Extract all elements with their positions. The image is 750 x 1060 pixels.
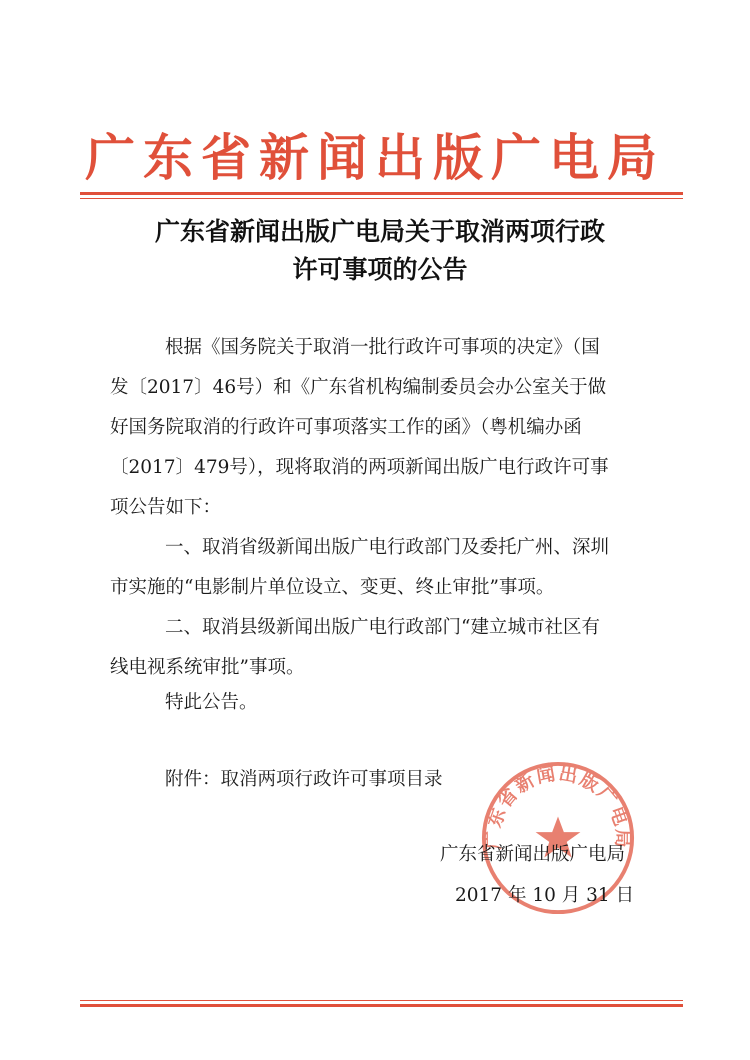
paragraph-line: 市实施的“电影制片单位设立、变更、终止审批”事项。	[110, 577, 555, 598]
paragraph-item-1	[110, 528, 640, 608]
issuer-name: 广东省新闻出版广电局	[440, 844, 626, 865]
paragraph-line: 好国务院取消的行政许可事项落实工作的函》（粤机编办函	[110, 417, 582, 438]
paragraph-line: 二、取消县级新闻出版广电行政部门“建立城市社区有	[165, 617, 600, 638]
paragraph-line: 〔2017〕479号），现将取消的两项新闻出版广电行政许可事	[110, 457, 609, 478]
attachment-note: 附件：取消两项行政许可事项目录	[165, 769, 443, 790]
footer-rule-thin	[80, 1000, 683, 1001]
seal-text: 广东省新闻出版广电局	[483, 763, 633, 850]
letterhead-rule-thick	[80, 192, 683, 195]
letterhead-title: 广东省新闻出版广电局	[85, 128, 665, 187]
notice-title	[100, 213, 660, 289]
paragraph-line: 一、取消省级新闻出版广电行政部门及委托广州、深圳	[165, 537, 610, 558]
letterhead-rule-thin	[80, 198, 683, 199]
paragraph-line: 线电视系统审批”事项。	[110, 657, 305, 678]
paragraph-line: 发〔2017〕46号）和《广东省机构编制委员会办公室关于做	[110, 377, 607, 398]
notice-title-line-2: 许可事项的公告	[292, 255, 468, 284]
paragraph-line: 项公告如下：	[110, 497, 222, 518]
paragraph-basis	[110, 328, 640, 528]
notice-title-line-1: 广东省新闻出版广电局关于取消两项行政	[154, 217, 605, 246]
paragraph-item-2	[110, 608, 640, 688]
closing-text: 特此公告。	[165, 692, 258, 713]
issue-date: 2017 年 10 月 31 日	[455, 885, 635, 906]
footer-rule-thick	[80, 1004, 683, 1007]
paragraph-line: 根据《国务院关于取消一批行政许可事项的决定》（国	[165, 337, 600, 358]
